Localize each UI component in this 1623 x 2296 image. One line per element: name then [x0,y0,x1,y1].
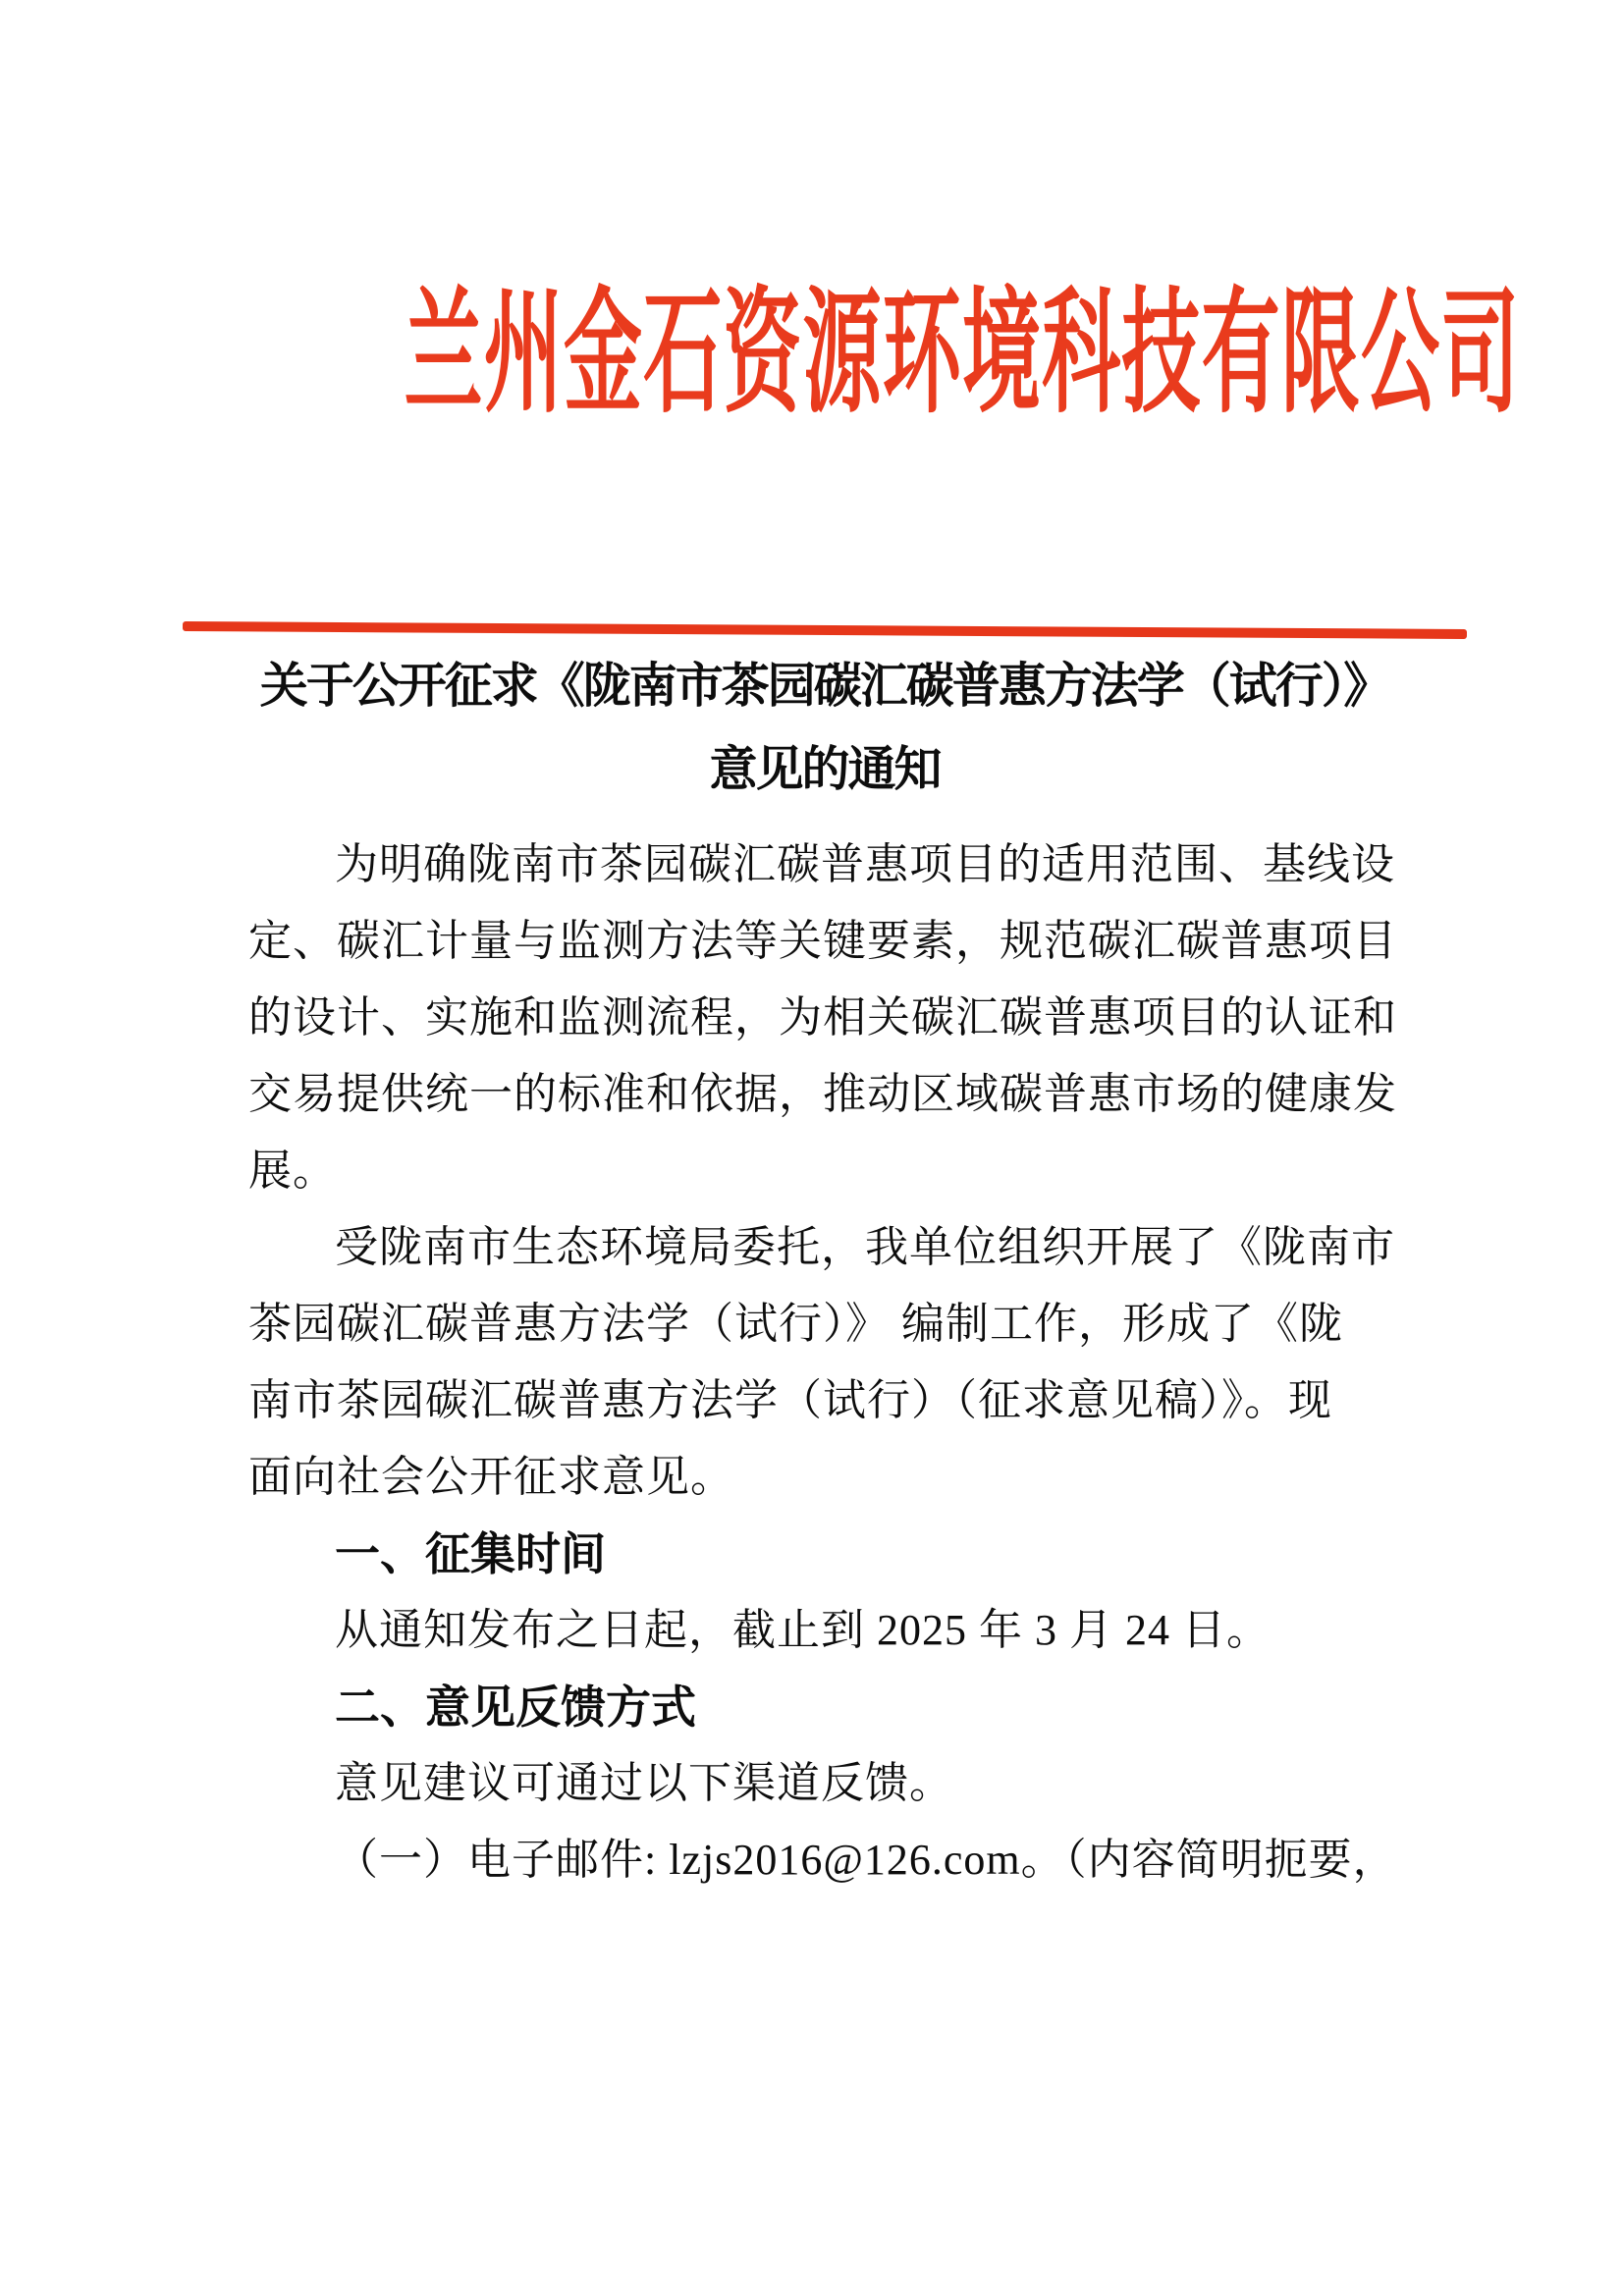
body-line-13: 意见建议可通过以下渠道反馈。 [335,1759,953,1807]
document-title [183,644,1467,811]
body-line-2: 定、碳汇计量与监测方法等关键要素，规范碳汇碳普惠项目 [248,917,1397,965]
body-line-6: 受陇南市生态环境局委托，我单位组织开展了《陇南市 [335,1223,1395,1271]
body-line-1: 为明确陇南市茶园碳汇碳普惠项目的适用范围、基线设 [335,840,1395,888]
letterhead [0,277,1623,432]
body-line-8: 南市茶园碳汇碳普惠方法学（试行）（征求意见稿）》。现 [248,1376,1332,1424]
body-line-4: 交易提供统一的标准和依据，推动区域碳普惠市场的健康发 [248,1070,1397,1118]
red-rule [183,621,1467,639]
company-letterhead: 兰州金石资源环境科技有限公司 [404,279,1521,429]
body-line-10: 一、征集时间 [335,1528,606,1579]
body-line-11: 从通知发布之日起，截止到 2025 年 3 月 24 日。 [335,1606,1271,1654]
body-line-5: 展。 [248,1147,337,1195]
body-text [248,827,1412,1898]
body-line-7: 茶园碳汇碳普惠方法学（试行）》 编制工作，形成了《陇 [248,1300,1343,1348]
document-title-line1: 关于公开征求《陇南市茶园碳汇碳普惠方法学（试行）》 [259,659,1390,713]
body-line-12: 二、意见反馈方式 [335,1682,696,1733]
body-line-14: （一）电子邮件: lzjs2016@126.com。（内容简明扼要， [335,1836,1397,1884]
body-line-9: 面向社会公开征求意见。 [248,1453,734,1501]
document-title-line2: 意见的通知 [709,742,941,796]
body-line-3: 的设计、实施和监测流程，为相关碳汇碳普惠项目的认证和 [248,993,1397,1041]
